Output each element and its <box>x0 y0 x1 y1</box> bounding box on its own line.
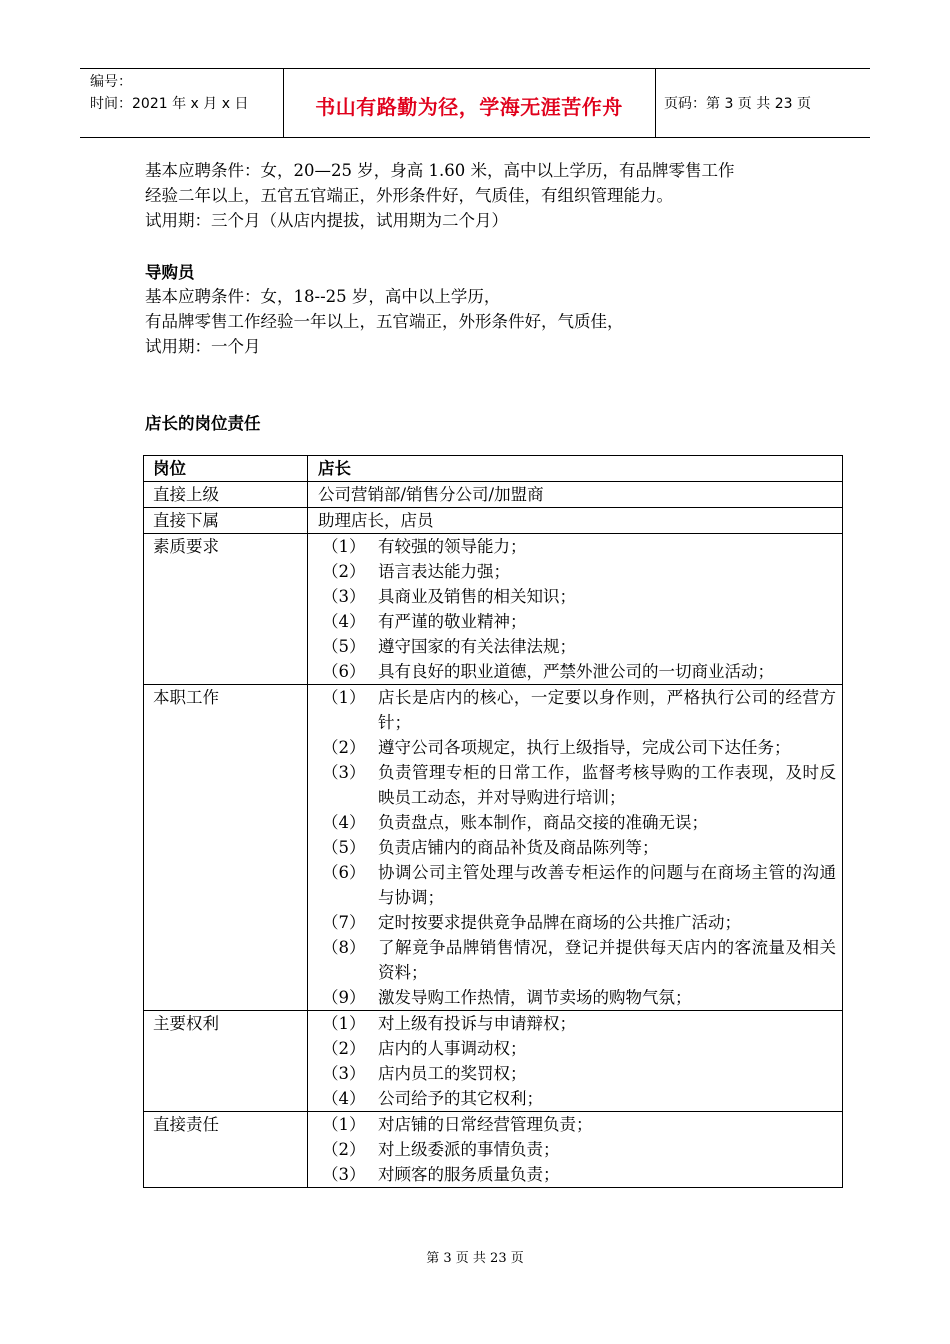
list-item <box>318 810 836 835</box>
list-item <box>318 634 836 659</box>
item-number: （1） <box>322 688 366 707</box>
item-text: 公司给予的其它权利； <box>378 1089 543 1108</box>
item-number: （6） <box>322 662 366 681</box>
list-item <box>318 534 836 559</box>
row-label: 直接上级 <box>153 485 219 504</box>
item-text: 对店铺的日常经营管理负责； <box>378 1115 593 1134</box>
header-divider <box>655 69 656 137</box>
item-text: 激发导购工作热情，调节卖场的购物气氛； <box>378 988 692 1007</box>
list-item <box>318 985 836 1010</box>
item-number: （2） <box>322 562 366 581</box>
row-label: 本职工作 <box>153 688 219 707</box>
item-number: （3） <box>322 1064 366 1083</box>
table-row <box>144 1011 843 1112</box>
list-item <box>318 910 836 935</box>
page-footer: 第 3 页 共 23 页 <box>426 1251 524 1266</box>
item-text: 遵守公司各项规定，执行上级指导，完成公司下达任务； <box>378 738 791 757</box>
item-text: 店内的人事调动权； <box>378 1039 527 1058</box>
row-label: 直接责任 <box>153 1115 219 1134</box>
list-item <box>318 1011 836 1036</box>
table-row <box>144 508 843 534</box>
list-item <box>318 685 836 735</box>
item-text: 店长是店内的核心，一定要以身作则，严格执行公司的经营方针； <box>378 688 836 732</box>
item-number: （3） <box>322 587 366 606</box>
item-text: 负责管理专柜的日常工作，监督考核导购的工作表现，及时反映员工动态，并对导购进行培训； <box>378 763 836 807</box>
item-number: （5） <box>322 838 366 857</box>
list-item <box>318 835 836 860</box>
guide-line: 有品牌零售工作经验一年以上，五官端正，外形条件好，气质佳， <box>145 312 624 331</box>
list-item <box>318 1061 836 1086</box>
row-label: 素质要求 <box>153 537 219 556</box>
table-row <box>144 456 843 482</box>
item-text: 语言表达能力强； <box>378 562 510 581</box>
item-text: 协调公司主管处理与改善专柜运作的问题与在商场主管的沟通与协调； <box>378 863 836 907</box>
item-number: （8） <box>322 938 366 957</box>
guide-line: 基本应聘条件：女，18--25 岁，高中以上学历， <box>145 287 501 306</box>
table-row <box>144 1112 843 1188</box>
item-number: （3） <box>322 763 366 782</box>
responsibility-list <box>308 1112 843 1188</box>
header-page-info: 页码：第 3 页 共 23 页 <box>664 96 811 112</box>
item-number: （6） <box>322 863 366 882</box>
duties-list <box>308 685 843 1011</box>
item-text: 具商业及销售的相关知识； <box>378 587 576 606</box>
intro-line: 经验二年以上，五官五官端正，外形条件好，气质佳，有组织管理能力。 <box>145 186 673 205</box>
page-header <box>80 68 870 138</box>
list-item <box>318 760 836 810</box>
row-label: 主要权利 <box>153 1014 219 1033</box>
row-value: 助理店长，店员 <box>318 511 434 530</box>
quality-list <box>308 534 843 685</box>
list-item <box>318 1112 836 1137</box>
item-number: （9） <box>322 988 366 1007</box>
item-text: 了解竟争品牌销售情况，登记并提供每天店内的客流量及相关资料； <box>378 938 836 982</box>
intro-paragraph <box>145 158 734 233</box>
item-number: （1） <box>322 537 366 556</box>
row-label: 岗位 <box>153 459 186 478</box>
intro-line: 基本应聘条件：女，20—25 岁，身高 1.60 米，高中以上学历，有品牌零售工作 <box>145 161 735 180</box>
guide-line: 试用期：一个月 <box>145 337 261 356</box>
list-item <box>318 1086 836 1111</box>
item-text: 有较强的领导能力； <box>378 537 527 556</box>
item-number: （2） <box>322 738 366 757</box>
item-text: 有严谨的敬业精神； <box>378 612 527 631</box>
row-value: 店长 <box>318 459 351 478</box>
item-number: （4） <box>322 813 366 832</box>
guide-paragraph <box>145 284 624 359</box>
item-text: 对上级有投诉与申请辩权； <box>378 1014 576 1033</box>
header-meta <box>90 71 248 115</box>
row-value: 公司营销部/销售分公司/加盟商 <box>318 485 544 504</box>
item-number: （4） <box>322 612 366 631</box>
item-text: 遵守国家的有关法律法规； <box>378 637 576 656</box>
item-number: （2） <box>322 1039 366 1058</box>
item-text: 对顾客的服务质量负责； <box>378 1165 560 1184</box>
item-number: （5） <box>322 637 366 656</box>
rights-list <box>308 1011 843 1112</box>
list-item <box>318 559 836 584</box>
list-item <box>318 1137 836 1162</box>
date-label: 时间：2021 年 x 月 x 日 <box>90 96 249 112</box>
intro-line: 试用期：三个月（从店内提拔，试用期为二个月） <box>145 211 508 230</box>
item-text: 具有良好的职业道德，严禁外泄公司的一切商业活动； <box>378 662 774 681</box>
serial-label: 编号： <box>90 74 132 90</box>
item-number: （4） <box>322 1089 366 1108</box>
item-number: （1） <box>322 1014 366 1033</box>
list-item <box>318 659 836 684</box>
table-row <box>144 534 843 685</box>
row-label: 直接下属 <box>153 511 219 530</box>
duty-table <box>143 455 843 1188</box>
list-item <box>318 584 836 609</box>
item-text: 对上级委派的事情负责； <box>378 1140 560 1159</box>
item-text: 店内员工的奖罚权； <box>378 1064 527 1083</box>
list-item <box>318 735 836 760</box>
item-number: （1） <box>322 1115 366 1134</box>
table-row <box>144 482 843 508</box>
item-text: 负责盘点，账本制作，商品交接的准确无误； <box>378 813 708 832</box>
list-item <box>318 1162 836 1187</box>
guide-heading: 导购员 <box>145 263 195 282</box>
list-item <box>318 1036 836 1061</box>
list-item <box>318 609 836 634</box>
item-text: 定时按要求提供竟争品牌在商场的公共推广活动； <box>378 913 741 932</box>
item-number: （2） <box>322 1140 366 1159</box>
item-number: （7） <box>322 913 366 932</box>
list-item <box>318 860 836 910</box>
table-row <box>144 685 843 1011</box>
item-number: （3） <box>322 1165 366 1184</box>
section-title: 店长的岗位责任 <box>145 414 261 433</box>
list-item <box>318 935 836 985</box>
header-motto: 书山有路勤为径，学海无涯苦作舟 <box>315 95 623 119</box>
item-text: 负责店铺内的商品补货及商品陈列等； <box>378 838 659 857</box>
